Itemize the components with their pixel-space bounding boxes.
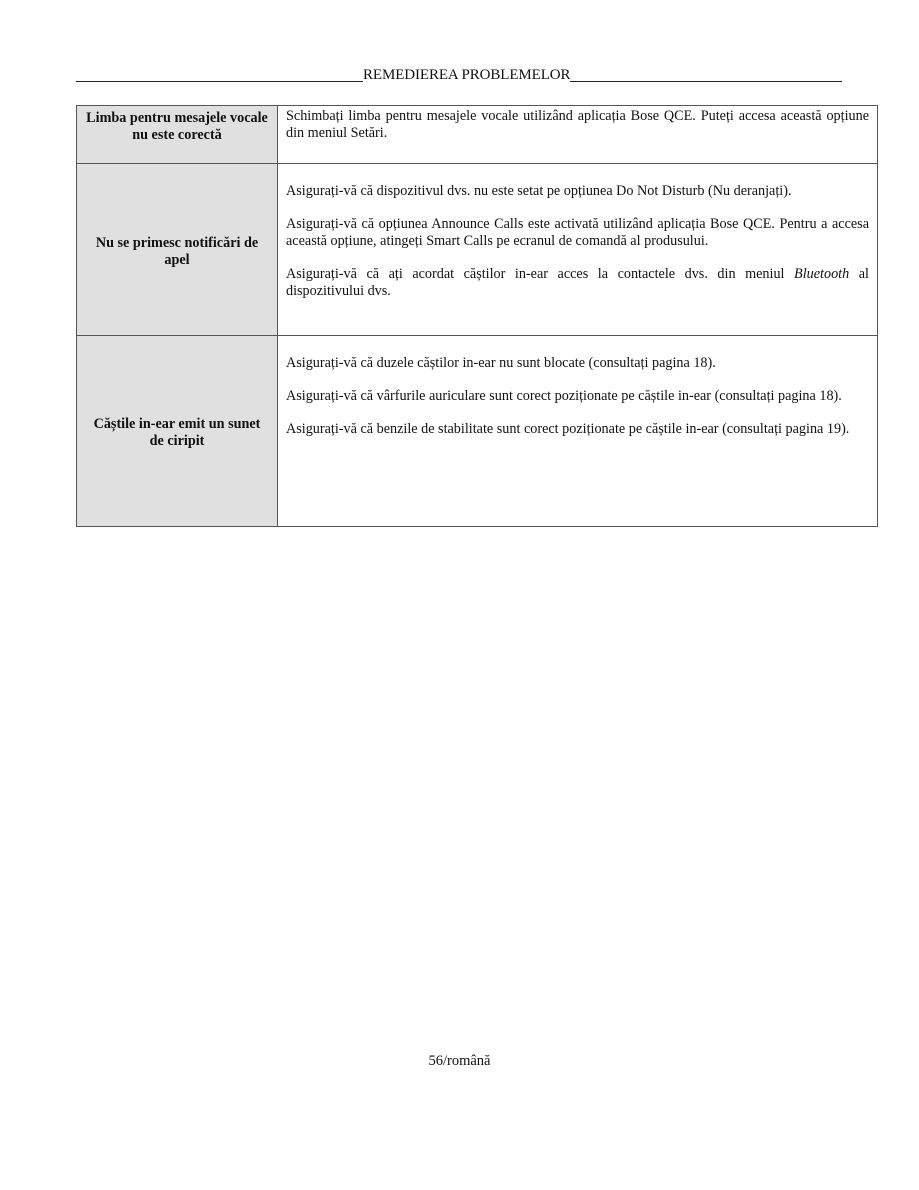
problem-text: Limba pentru mesajele vocale nu este corectă [86, 110, 268, 143]
header-rule-right [570, 66, 842, 82]
solution-paragraph: Asigurați-vă că vârfurile auriculare sunt corect poziționate pe căștile in-ear (consultați pagina 18). [286, 388, 842, 404]
problem-cell [77, 336, 278, 527]
solution-cell [278, 336, 878, 527]
table-row [77, 336, 878, 527]
table-row [77, 164, 878, 336]
problem-text: Căștile in-ear emit un sunet de ciripit [93, 416, 261, 449]
page-header [76, 64, 842, 84]
page-title: REMEDIEREA PROBLEMELOR [363, 67, 571, 83]
solution-paragraph [286, 266, 869, 300]
solution-paragraph: Schimbați limba pentru mesajele vocale utilizând aplicația Bose QCE. Puteți accesa această opțiune din meniul Setări. [286, 108, 869, 141]
solution-paragraph: Asigurați-vă că opțiunea Announce Calls este activată utilizând aplicația Bose QCE. Pentru a accesa această opțiune, atingeți Smart Calls pe ecranul de comandă al produsului. [286, 216, 869, 249]
problem-cell [77, 106, 278, 164]
bluetooth-term: Bluetooth [794, 266, 850, 282]
solution-text: Asigurați-vă că ați acordat căștilor in-ear acces la contactele dvs. din meniul [286, 266, 795, 282]
page-number: 56/română [428, 1053, 491, 1069]
solution-paragraph: Asigurați-vă că dispozitivul dvs. nu este setat pe opțiunea Do Not Disturb (Nu deranjați). [286, 183, 792, 199]
solution-text: al dispozitivului dvs. [286, 266, 869, 299]
solution-cell [278, 164, 878, 336]
troubleshooting-table [76, 105, 878, 527]
problem-cell [77, 164, 278, 336]
header-rule-left [76, 66, 363, 82]
problem-text: Nu se primesc notificări de apel [95, 234, 259, 268]
solution-paragraph: Asigurați-vă că duzele căștilor in-ear nu sunt blocate (consultați pagina 18). [286, 355, 716, 371]
table-row [77, 106, 878, 164]
solution-paragraph: Asigurați-vă că benzile de stabilitate sunt corect poziționate pe căștile in-ear (consultați pagina 19). [286, 421, 850, 437]
solution-cell [278, 106, 878, 164]
